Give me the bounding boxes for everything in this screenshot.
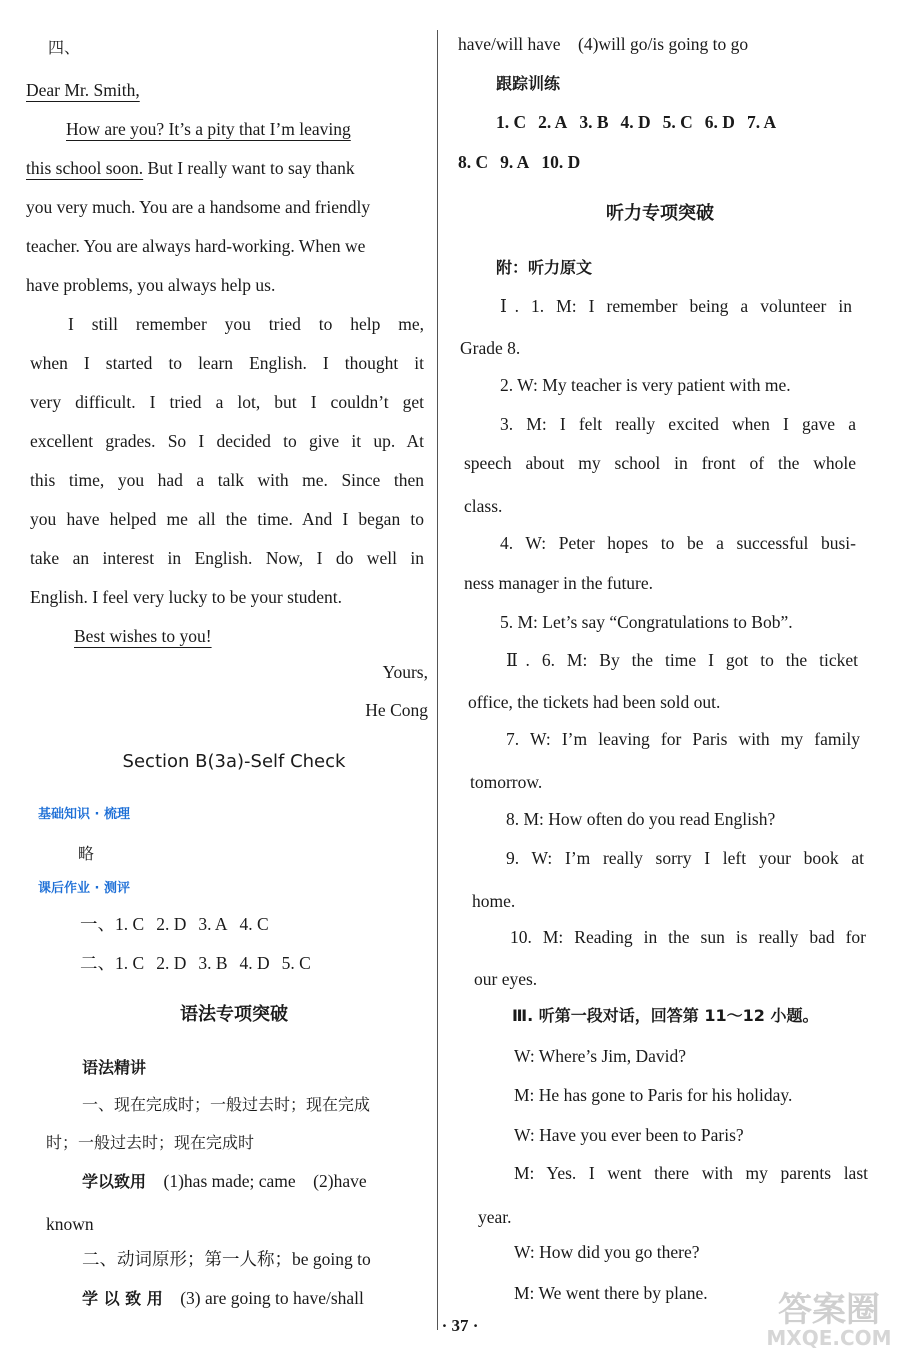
transcript-line: 2. W: My teacher is very patient with me. — [500, 375, 791, 395]
transcript-line: tomorrow. — [470, 772, 543, 792]
transcript-line: 3. M: I felt really excited when I gave a — [500, 414, 856, 434]
letter-line: this school soon. But I really want to say thank — [26, 158, 355, 178]
dialogue-line: year. — [478, 1207, 512, 1227]
letter-line: English. I feel very lucky to be your student. — [30, 587, 343, 607]
listening-title: 听力专项突破 — [606, 203, 714, 224]
dialogue-line: W: Where’s Jim, David? — [514, 1046, 687, 1066]
answer-row-two: 8. C 9. A 10. D — [458, 152, 581, 172]
dialogue-line: M: We went there by plane. — [514, 1283, 708, 1303]
section-b-title: Section B(3a)-Self Check — [122, 751, 346, 772]
dialogue-line: M: Yes. I went there with my parents last — [514, 1163, 868, 1183]
transcript-line: 4. W: Peter hopes to be a successful busi- — [500, 533, 856, 553]
grammar-item-one-cont: 时；一般过去时；现在完成时 — [46, 1133, 255, 1152]
transcript-line: 9. W: I’m really sorry I left your book at — [506, 848, 864, 868]
transcript-line: home. — [472, 891, 516, 911]
part-three-heading: Ⅲ. 听第一段对话，回答第 11～12 小题。 — [512, 1006, 819, 1025]
practice-one-cont: known — [46, 1214, 94, 1234]
grammar-title: 语法专项突破 — [180, 1004, 288, 1025]
letter-line: have problems, you always help us. — [26, 275, 276, 295]
letter-line: when I started to learn English. I thought it — [30, 353, 424, 373]
answer-row-one: 一、1. C 2. D 3. A 4. C — [80, 914, 269, 934]
tracking-practice-label: 跟踪训练 — [496, 74, 561, 93]
grammar-subtitle: 语法精讲 — [82, 1058, 147, 1077]
letter-salutation: Dear Mr. Smith, — [26, 80, 140, 100]
dialogue-line: M: He has gone to Paris for his holiday. — [514, 1085, 793, 1105]
homework-label: 课后作业 · 测评 — [38, 881, 130, 896]
transcript-line: Grade 8. — [460, 338, 521, 358]
heading-four: 四、 — [48, 38, 81, 57]
letter-signature: He Cong — [365, 700, 428, 720]
transcript-line: 5. M: Let’s say “Congratulations to Bob”. — [500, 612, 793, 632]
transcript-line: our eyes. — [474, 969, 538, 989]
watermark-subtext: MXQE.COM — [766, 1326, 892, 1350]
answer-continuation: have/will have (4)will go/is going to go — [458, 34, 749, 54]
letter-line: you very much. You are a handsome and friendly — [26, 197, 371, 217]
transcript-line: Ⅱ. 6. M: By the time I got to the ticket — [506, 650, 858, 670]
grammar-item-one: 一、现在完成时；一般过去时；现在完成 — [82, 1095, 371, 1114]
practice-two: 学 以 致 用 (3) are going to have/shall — [82, 1288, 364, 1308]
column-divider — [437, 30, 438, 1330]
answer-row-one: 1. C 2. A 3. B 4. D 5. C 6. D 7. A — [496, 112, 777, 132]
transcript-line: 10. M: Reading in the sun is really bad for — [510, 927, 866, 947]
dialogue-line: W: How did you go there? — [514, 1242, 700, 1262]
page-number: · 37 · — [441, 1316, 479, 1335]
transcript-line: 7. W: I’m leaving for Paris with my family — [506, 729, 860, 749]
letter-line: How are you? It’s a pity that I’m leaving — [66, 119, 351, 139]
transcript-line: ness manager in the future. — [464, 573, 654, 593]
grammar-item-two: 二、动词原形；第一人称；be going to — [82, 1249, 371, 1269]
transcript-line: office, the tickets had been sold out. — [468, 692, 721, 712]
basic-knowledge-label: 基础知识 · 梳理 — [38, 807, 130, 822]
omitted-text: 略 — [78, 844, 95, 863]
transcript-label: 附：听力原文 — [496, 258, 593, 277]
letter-closing: Best wishes to you! — [74, 626, 212, 646]
letter-line: you have helped me all the time. And I began to — [30, 509, 424, 529]
letter-line: I still remember you tried to help me, — [68, 314, 424, 334]
transcript-line: speech about my school in front of the whole — [464, 453, 856, 473]
letter-line: take an interest in English. Now, I do well in — [30, 548, 424, 568]
letter-line: excellent grades. So I decided to give it up. At — [30, 431, 424, 451]
letter-yours: Yours, — [382, 662, 428, 682]
letter-line: teacher. You are always hard-working. When we — [26, 236, 366, 256]
transcript-line: 8. M: How often do you read English? — [506, 809, 776, 829]
watermark-logo — [754, 1281, 904, 1351]
dialogue-line: W: Have you ever been to Paris? — [514, 1125, 744, 1145]
transcript-line: class. — [464, 496, 503, 516]
letter-line: this time, you had a talk with me. Since then — [30, 470, 424, 490]
watermark-text: 答案圈 — [778, 1290, 880, 1330]
answer-row-two: 二、1. C 2. D 3. B 4. D 5. C — [80, 953, 311, 973]
letter-line: very difficult. I tried a lot, but I couldn’t get — [30, 392, 424, 412]
practice-one: 学以致用 (1)has made; came (2)have — [82, 1171, 367, 1191]
transcript-line: Ⅰ. 1. M: I remember being a volunteer in — [500, 296, 852, 316]
